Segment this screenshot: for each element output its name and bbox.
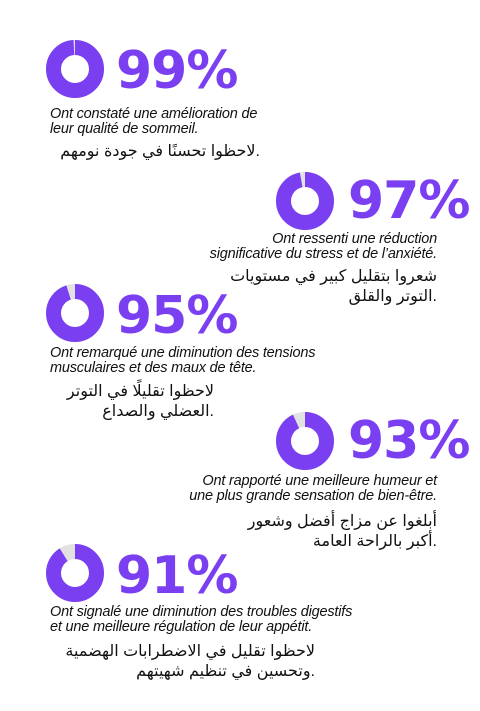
donut-arc <box>284 420 327 463</box>
caption-fr-95: Ont remarqué une diminution des tensions musculaires et des maux de tête. <box>50 345 316 376</box>
caption-fr-93: Ont rapporté une meilleure humeur et une plus grande sensation de bien-être. <box>189 473 437 504</box>
donut-arc <box>54 552 97 595</box>
donut-chart-91 <box>46 544 104 602</box>
donut-svg <box>276 412 334 470</box>
percent-91: 91% <box>116 546 238 606</box>
donut-chart-95 <box>46 284 104 342</box>
caption-ar-95: لاحظوا تقليلًا في التوتر العضلي والصداع. <box>66 383 214 420</box>
percent-99: 99% <box>116 41 238 101</box>
percent-93: 93% <box>348 411 470 471</box>
caption-fr-99: Ont constaté une amélioration de leur qualité de sommeil. <box>50 106 258 137</box>
donut-svg <box>46 284 104 342</box>
donut-svg <box>276 172 334 230</box>
caption-ar-91: لاحظوا تقليل في الاضطرابات الهضمية وتحسين في تنظيم شهيتهم. <box>65 643 315 680</box>
percent-97: 97% <box>348 171 470 231</box>
donut-arc <box>54 292 97 335</box>
donut-arc <box>284 180 327 223</box>
donut-chart-93 <box>276 412 334 470</box>
caption-ar-93: أبلغوا عن مزاج أفضل وشعور أكبر بالراحة العامة. <box>247 513 437 550</box>
donut-svg <box>46 544 104 602</box>
caption-ar-99: لاحظوا تحسنًا في جودة نومهم. <box>60 143 260 160</box>
donut-chart-99 <box>46 40 104 98</box>
donut-svg <box>46 40 104 98</box>
caption-fr-97: Ont ressenti une réduction significative du stress et de l’anxiété. <box>209 231 437 262</box>
donut-arc <box>54 48 97 91</box>
caption-ar-97: شعروا بتقليل كبير في مستويات التوتر والقلق. <box>230 268 437 305</box>
donut-chart-97 <box>276 172 334 230</box>
percent-95: 95% <box>116 286 238 346</box>
caption-fr-91: Ont signalé une diminution des troubles digestifs et une meilleure régulation de leur appétit. <box>50 604 353 635</box>
